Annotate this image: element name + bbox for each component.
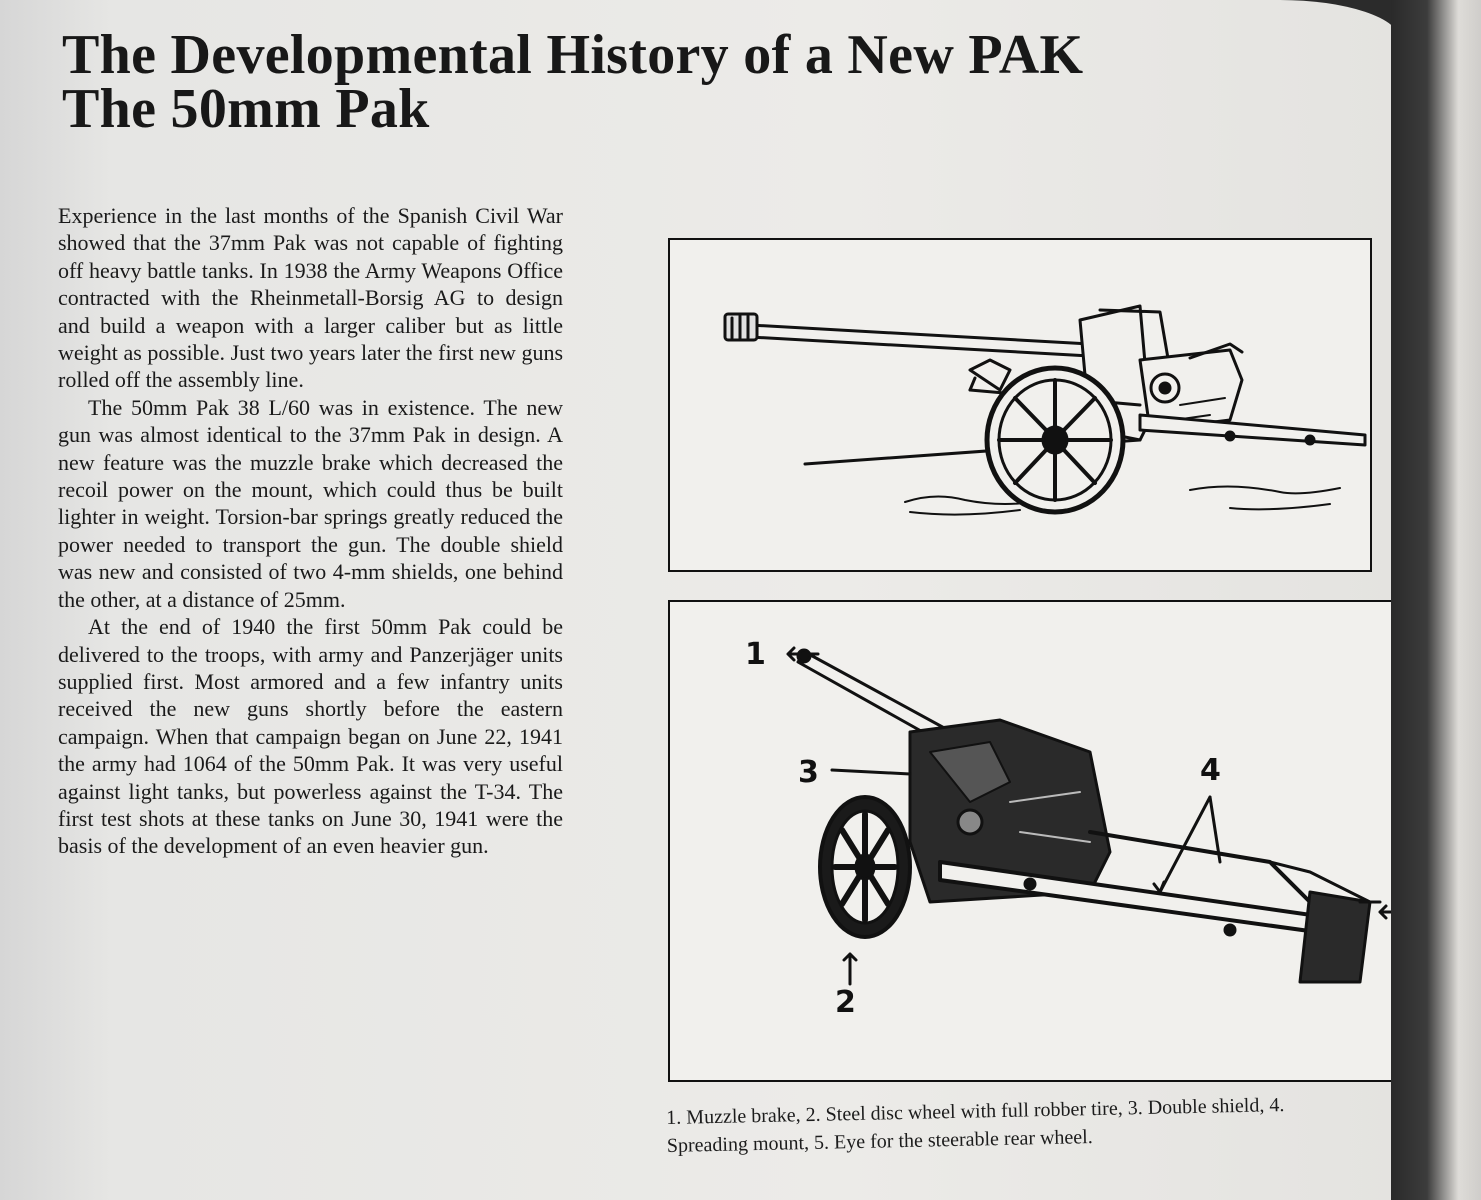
callout-2: 2 <box>835 985 856 1020</box>
paragraph-2: The 50mm Pak 38 L/60 was in existence. The new gun was almost identical to the 37mm Pak in design. A new feature was the muzzle brake which decreased the recoil power on the mount, which could thus be built lighter in weight. Torsion-bar springs greatly reduced the power needed to transport the gun. The double shield was new and consisted of two 4-mm shields, one behind the other, at a distance of 25mm. <box>58 394 563 612</box>
figure-labeled-diagram <box>668 600 1428 1082</box>
callout-4: 4 <box>1200 753 1221 788</box>
body-text <box>58 202 563 860</box>
caption-line-2: Spreading mount, 5. Eye for the steerable rear wheel. <box>666 1126 1093 1157</box>
adjacent-page-edge <box>1391 0 1481 1200</box>
caption-line-1: 1. Muzzle brake, 2. Steel disc wheel with full robber tire, 3. Double shield, 4. <box>666 1094 1285 1129</box>
gun-labeled-illustration <box>670 602 1426 1080</box>
figure-side-view <box>668 238 1372 572</box>
gun-side-view-illustration <box>670 240 1370 570</box>
page-title <box>62 24 1084 140</box>
paragraph-1: Experience in the last months of the Spanish Civil War showed that the 37mm Pak was not capable of fighting off heavy battle tanks. In 1938 the Army Weapons Office contracted with the Rheinmetall-Borsig AG to design and build a weapon with a larger caliber but as little weight as possible. Just two years later the first new guns rolled off the assembly line. <box>58 203 563 393</box>
figure-caption <box>666 1088 1427 1160</box>
title-line-1: The Developmental History of a New PAK <box>62 24 1084 86</box>
title-line-2: The 50mm Pak <box>62 78 430 140</box>
paragraph-3: At the end of 1940 the first 50mm Pak could be delivered to the troops, with army and Panzerjäger units supplied first. Most armored and a few infantry units received the new guns shortly before the eastern campaign. When that campaign began on June 22, 1941 the army had 1064 of the 50mm Pak. It was very useful against light tanks, but powerless against the T-34. The first test shots at these tanks on June 30, 1941 were the basis of the development of an even heavier gun. <box>58 614 563 859</box>
callout-1: 1 <box>745 637 766 672</box>
callout-3: 3 <box>798 755 819 790</box>
